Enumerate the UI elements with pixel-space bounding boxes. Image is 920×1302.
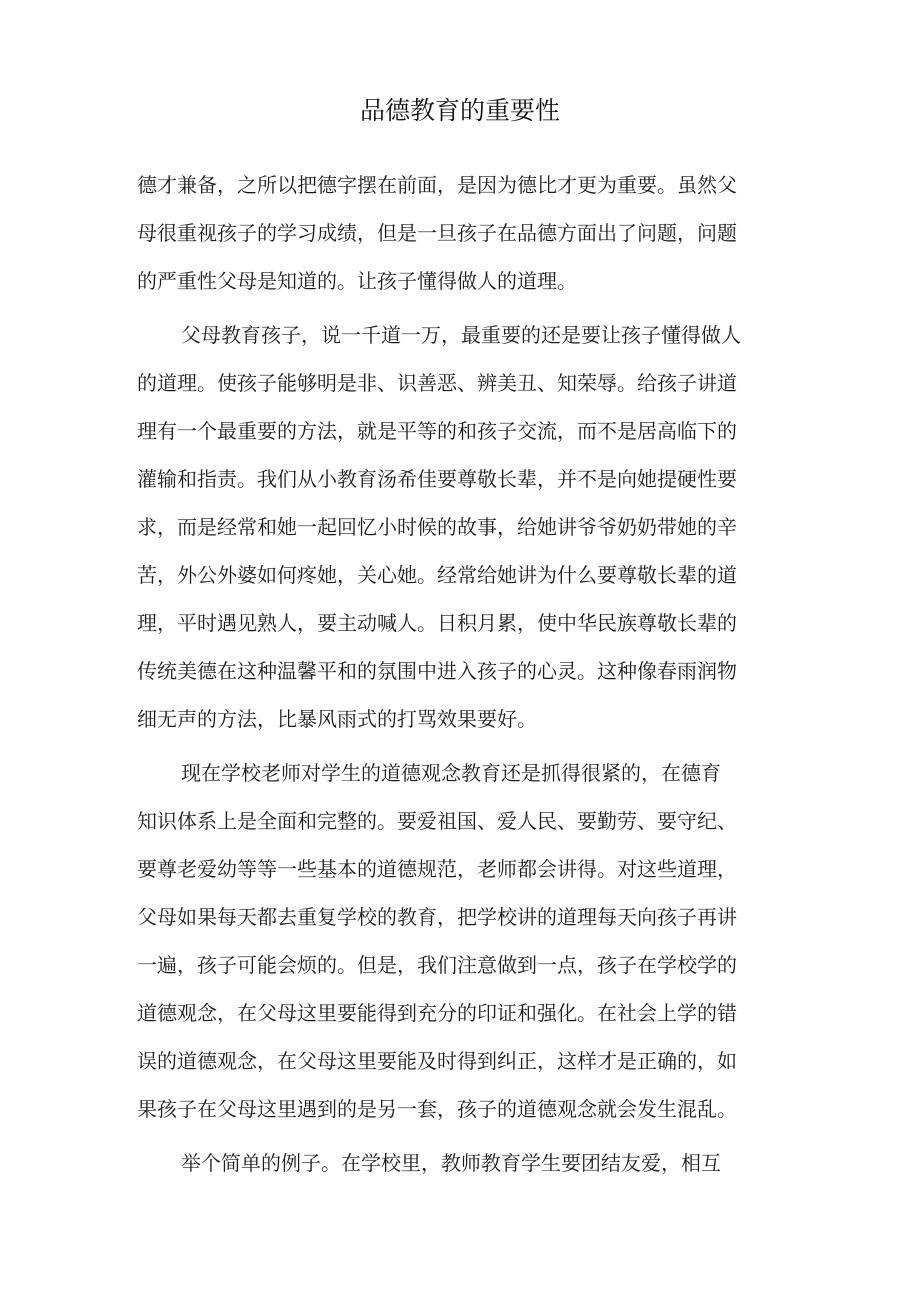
paragraph-line: 求，而是经常和她一起回忆小时候的故事，给她讲爷爷奶奶带她的辛 [137,515,737,539]
paragraph-line: 的道理。使孩子能够明是非、识善恶、辨美丑、知荣辱。给孩子讲道 [137,371,737,395]
paragraph-line: 道德观念，在父母这里要能得到充分的印证和强化。在社会上学的错 [137,1001,737,1025]
paragraph-line: 误的道德观念，在父母这里要能及时得到纠正，这样才是正确的，如 [137,1049,737,1073]
paragraph-1 [137,161,797,305]
paragraph-line: 父母如果每天都去重复学校的教育，把学校讲的道理每天向孩子再讲 [137,905,737,929]
paragraph-line: 细无声的方法，比暴风雨式的打骂效果要好。 [137,707,537,731]
paragraph-line: 要尊老爱幼等等一些基本的道德规范，老师都会讲得。对这些道理， [137,857,737,881]
paragraph-line: 母很重视孩子的学习成绩，但是一旦孩子在品德方面出了问题，问题 [137,221,737,245]
paragraph-line: 苦，外公外婆如何疼她，关心她。经常给她讲为什么要尊敬长辈的道 [137,563,737,587]
paragraph-line: 知识体系上是全面和完整的。要爱祖国、爱人民、要勤劳、要守纪、 [137,809,737,833]
paragraph-line: 一遍，孩子可能会烦的。但是，我们注意做到一点，孩子在学校学的 [137,953,737,977]
paragraph-line: 理有一个最重要的方法，就是平等的和孩子交流，而不是居高临下的 [137,419,737,443]
paragraph-3 [137,749,797,1133]
paragraph-line: 举个简单的例子。在学校里，教师教育学生要团结友爱，相互 [181,1151,721,1175]
paragraph-line: 父母教育孩子，说一千道一万，最重要的还是要让孩子懂得做人 [181,323,741,347]
paragraph-4 [137,1139,797,1187]
paragraph-line: 传统美德在这种温馨平和的氛围中进入孩子的心灵。这种像春雨润物 [137,659,737,683]
document-body [137,161,797,1187]
document-title: 品德教育的重要性 [359,96,560,125]
paragraph-line: 果孩子在父母这里遇到的是另一套，孩子的道德观念就会发生混乱。 [137,1097,737,1121]
paragraph-line: 理，平时遇见熟人，要主动喊人。日积月累，使中华民族尊敬长辈的 [137,611,737,635]
paragraph-line: 德才兼备，之所以把德字摆在前面，是因为德比才更为重要。虽然父 [137,173,737,197]
paragraph-2 [137,311,797,743]
paragraph-line: 灌输和指责。我们从小教育汤希佳要尊敬长辈，并不是向她提硬性要 [137,467,737,491]
paragraph-line: 现在学校老师对学生的道德观念教育还是抓得很紧的，在德育 [181,761,721,785]
paragraph-line: 的严重性父母是知道的。让孩子懂得做人的道理。 [137,269,577,293]
